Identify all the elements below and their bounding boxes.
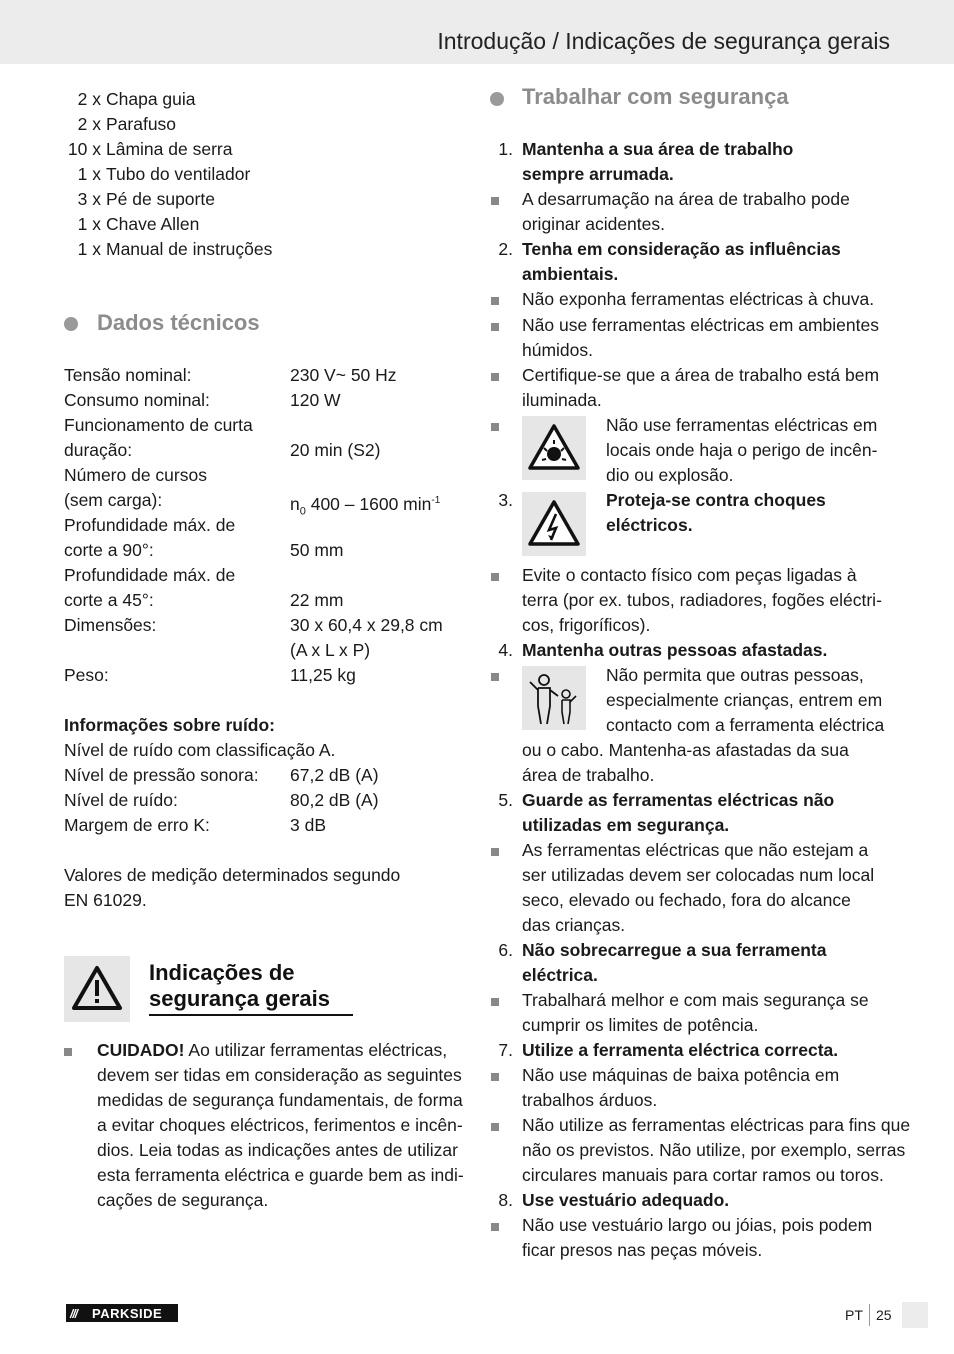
step-number: 6. xyxy=(498,940,513,960)
step-heading: Não sobrecarregue a sua ferramenta xyxy=(522,940,827,960)
step-number: 5. xyxy=(498,790,513,810)
tech-label: Profundidade máx. de xyxy=(64,515,236,535)
tech-label: (sem carga): xyxy=(64,490,163,510)
step-heading: eléctricos. xyxy=(606,515,693,535)
caution-line xyxy=(97,1038,447,1063)
bullet-square-icon xyxy=(491,197,499,205)
part-qty: 1 x xyxy=(77,239,101,259)
bullet-square-icon xyxy=(491,423,499,431)
bullet-text: área de trabalho. xyxy=(522,765,655,785)
tech-value: 30 x 60,4 x 29,8 cm xyxy=(290,615,443,635)
bullet-text: não os previstos. Não utilize, por exemplo, serras xyxy=(522,1140,906,1160)
bullet-text: das crianças. xyxy=(522,915,626,935)
language-code: PT xyxy=(845,1307,863,1323)
caution-line: a evitar choques eléctricos, ferimentos e incên- xyxy=(97,1115,463,1135)
electric-shock-icon xyxy=(522,492,586,556)
tech-label: Consumo nominal: xyxy=(64,390,210,410)
bullet-text: circulares manuais para cortar ramos ou toros. xyxy=(522,1165,884,1185)
bullet-text: terra (por ex. tubos, radiadores, fogões eléctri- xyxy=(522,590,882,610)
bullet-square-icon xyxy=(491,673,499,681)
bullet-text: Não use ferramentas eléctricas em xyxy=(606,415,878,435)
logo-stripes-icon: /// xyxy=(70,1307,78,1321)
bullet-text: originar acidentes. xyxy=(522,214,665,234)
tech-label: Funcionamento de curta xyxy=(64,415,253,435)
bullet-text: húmidos. xyxy=(522,340,594,360)
bullet-text: contacto com a ferramenta eléctrica xyxy=(606,715,885,735)
step-heading: utilizadas em segurança. xyxy=(522,815,730,835)
step-heading: sempre arrumada. xyxy=(522,164,674,184)
bullet-square-icon xyxy=(491,323,499,331)
part-name: Parafuso xyxy=(106,114,177,134)
tech-label: duração: xyxy=(64,440,133,460)
caution-line: esta ferramenta eléctrica e guarde bem as indi- xyxy=(97,1165,464,1185)
bullet-text: Não use vestuário largo ou jóias, pois podem xyxy=(522,1215,873,1235)
bullet-text: locais onde haja o perigo de incên- xyxy=(606,440,878,460)
tech-value: 11,25 kg xyxy=(290,665,356,685)
bullet-square-icon xyxy=(491,297,499,305)
tech-label: corte a 45°: xyxy=(64,590,154,610)
bullet-text: Não use ferramentas eléctricas em ambientes xyxy=(522,315,879,335)
bullet-text: cumprir os limites de potência. xyxy=(522,1015,759,1035)
measure-line-2: EN 61029. xyxy=(64,890,147,910)
strokes-value: $n_0$ 400 – 1600 $\min^{-1}$ xyxy=(290,493,441,518)
safety-heading: Indicações de segurança gerais xyxy=(149,960,330,1011)
tech-value: 22 mm xyxy=(290,590,344,610)
bullet-square-icon xyxy=(491,1223,499,1231)
step-heading: Mantenha a sua área de trabalho xyxy=(522,139,794,159)
tech-label: Tensão nominal: xyxy=(64,365,192,385)
noise-label: Margem de erro K: xyxy=(64,815,210,835)
bullet-text: ficar presos nas peças móveis. xyxy=(522,1240,763,1260)
page-title: Introdução / Indicações de segurança gerais xyxy=(437,28,890,54)
noise-label: Nível de ruído: xyxy=(64,790,178,810)
section-bullet-icon xyxy=(64,317,78,331)
bullet-text: A desarrumação na área de trabalho pode xyxy=(522,189,850,209)
step-number: 8. xyxy=(498,1190,513,1210)
bullet-text: especialmente crianças, entrem em xyxy=(606,690,883,710)
bullet-text: Não utilize as ferramentas eléctricas para fins que xyxy=(522,1115,911,1135)
footer-divider xyxy=(869,1304,870,1326)
step-number: 1. xyxy=(498,139,513,159)
page-tab xyxy=(902,1302,928,1328)
bullet-text: iluminada. xyxy=(522,390,602,410)
bullet-text: ou o cabo. Mantenha-as afastadas da sua xyxy=(522,740,849,760)
step-heading: Tenha em consideração as influências xyxy=(522,239,841,259)
bullet-text: seco, elevado ou fechado, fora do alcance xyxy=(522,890,851,910)
tech-heading: Dados técnicos xyxy=(97,310,260,335)
caution-text: Ao utilizar ferramentas eléctricas, xyxy=(184,1040,448,1060)
noise-value: 67,2 dB (A) xyxy=(290,765,379,785)
part-name: Lâmina de serra xyxy=(106,139,233,159)
step-number: 3. xyxy=(498,490,513,510)
page-number: 25 xyxy=(876,1307,892,1323)
heading-underline xyxy=(149,1014,353,1016)
tech-label: Número de cursos xyxy=(64,465,207,485)
bullet-square-icon xyxy=(491,1073,499,1081)
bullet-text: trabalhos árduos. xyxy=(522,1090,658,1110)
step-heading: Guarde as ferramentas eléctricas não xyxy=(522,790,835,810)
part-name: Pé de suporte xyxy=(106,189,215,209)
tech-label: Dimensões: xyxy=(64,615,157,635)
bullet-text: Não use máquinas de baixa potência em xyxy=(522,1065,840,1085)
part-qty: 3 x xyxy=(77,189,101,209)
part-qty: 2 x xyxy=(77,89,101,109)
step-heading: eléctrica. xyxy=(522,965,598,985)
caution-label: CUIDADO! xyxy=(97,1040,185,1060)
bullet-square-icon xyxy=(491,998,499,1006)
caution-line: cações de segurança. xyxy=(97,1190,269,1210)
keep-children-away-icon xyxy=(522,666,586,730)
bullet-square-icon xyxy=(491,848,499,856)
step-heading: Utilize a ferramenta eléctrica correcta. xyxy=(522,1040,839,1060)
bullet-square-icon xyxy=(64,1048,72,1056)
step-number: 7. xyxy=(498,1040,513,1060)
work-heading: Trabalhar com segurança xyxy=(522,84,789,109)
caution-line: medidas de segurança fundamentais, de forma xyxy=(97,1090,463,1110)
part-qty: 10 x xyxy=(67,139,101,159)
noise-heading: Informações sobre ruído: xyxy=(64,715,276,735)
step-heading: Use vestuário adequado. xyxy=(522,1190,730,1210)
warning-triangle-icon xyxy=(64,956,130,1022)
section-bullet-icon xyxy=(490,92,504,106)
bullet-square-icon xyxy=(491,573,499,581)
step-heading: Mantenha outras pessoas afastadas. xyxy=(522,640,828,660)
bullet-text: Evite o contacto físico com peças ligadas à xyxy=(522,565,857,585)
measure-line-1: Valores de medição determinados segundo xyxy=(64,865,401,885)
bullet-text: dio ou explosão. xyxy=(606,465,734,485)
part-name: Tubo do ventilador xyxy=(106,164,251,184)
bullet-text: Trabalhará melhor e com mais segurança se xyxy=(522,990,869,1010)
tech-label: Peso: xyxy=(64,665,109,685)
noise-value: 80,2 dB (A) xyxy=(290,790,379,810)
bullet-text: Não exponha ferramentas eléctricas à chuva. xyxy=(522,289,875,309)
step-number: 4. xyxy=(498,640,513,660)
part-qty: 2 x xyxy=(77,114,101,134)
step-heading: Proteja-se contra choques xyxy=(606,490,826,510)
caution-line: devem ser tidas em consideração as seguintes xyxy=(97,1065,462,1085)
tech-value: 230 V~ 50 Hz xyxy=(290,365,397,385)
tech-label: Profundidade máx. de xyxy=(64,565,236,585)
part-qty: 1 x xyxy=(77,164,101,184)
bullet-text: Não permita que outras pessoas, xyxy=(606,665,864,685)
bullet-text: cos, frigoríficos). xyxy=(522,615,651,635)
noise-value: 3 dB xyxy=(290,815,326,835)
part-qty: 1 x xyxy=(77,214,101,234)
tech-value: 20 min (S2) xyxy=(290,440,381,460)
tech-value: 50 mm xyxy=(290,540,344,560)
tech-value: 120 W xyxy=(290,390,341,410)
explosion-hazard-icon xyxy=(522,416,586,480)
bullet-text: As ferramentas eléctricas que não estejam a xyxy=(522,840,869,860)
tech-value: (A x L x P) xyxy=(290,640,371,660)
bullet-square-icon xyxy=(491,1123,499,1131)
step-number: 2. xyxy=(498,239,513,259)
part-name: Chapa guia xyxy=(106,89,196,109)
caution-line: dios. Leia todas as indicações antes de utilizar xyxy=(97,1140,458,1160)
step-heading: ambientais. xyxy=(522,264,619,284)
bullet-text: Certifique-se que a área de trabalho está bem xyxy=(522,365,880,385)
noise-line: Nível de ruído com classificação A. xyxy=(64,740,336,760)
noise-label: Nível de pressão sonora: xyxy=(64,765,259,785)
tech-label: corte a 90°: xyxy=(64,540,154,560)
parkside-logo: /// PARKSIDE xyxy=(66,1304,178,1322)
bullet-square-icon xyxy=(491,373,499,381)
part-name: Manual de instruções xyxy=(106,239,273,259)
bullet-text: ser utilizadas devem ser colocadas num local xyxy=(522,865,875,885)
part-name: Chave Allen xyxy=(106,214,200,234)
